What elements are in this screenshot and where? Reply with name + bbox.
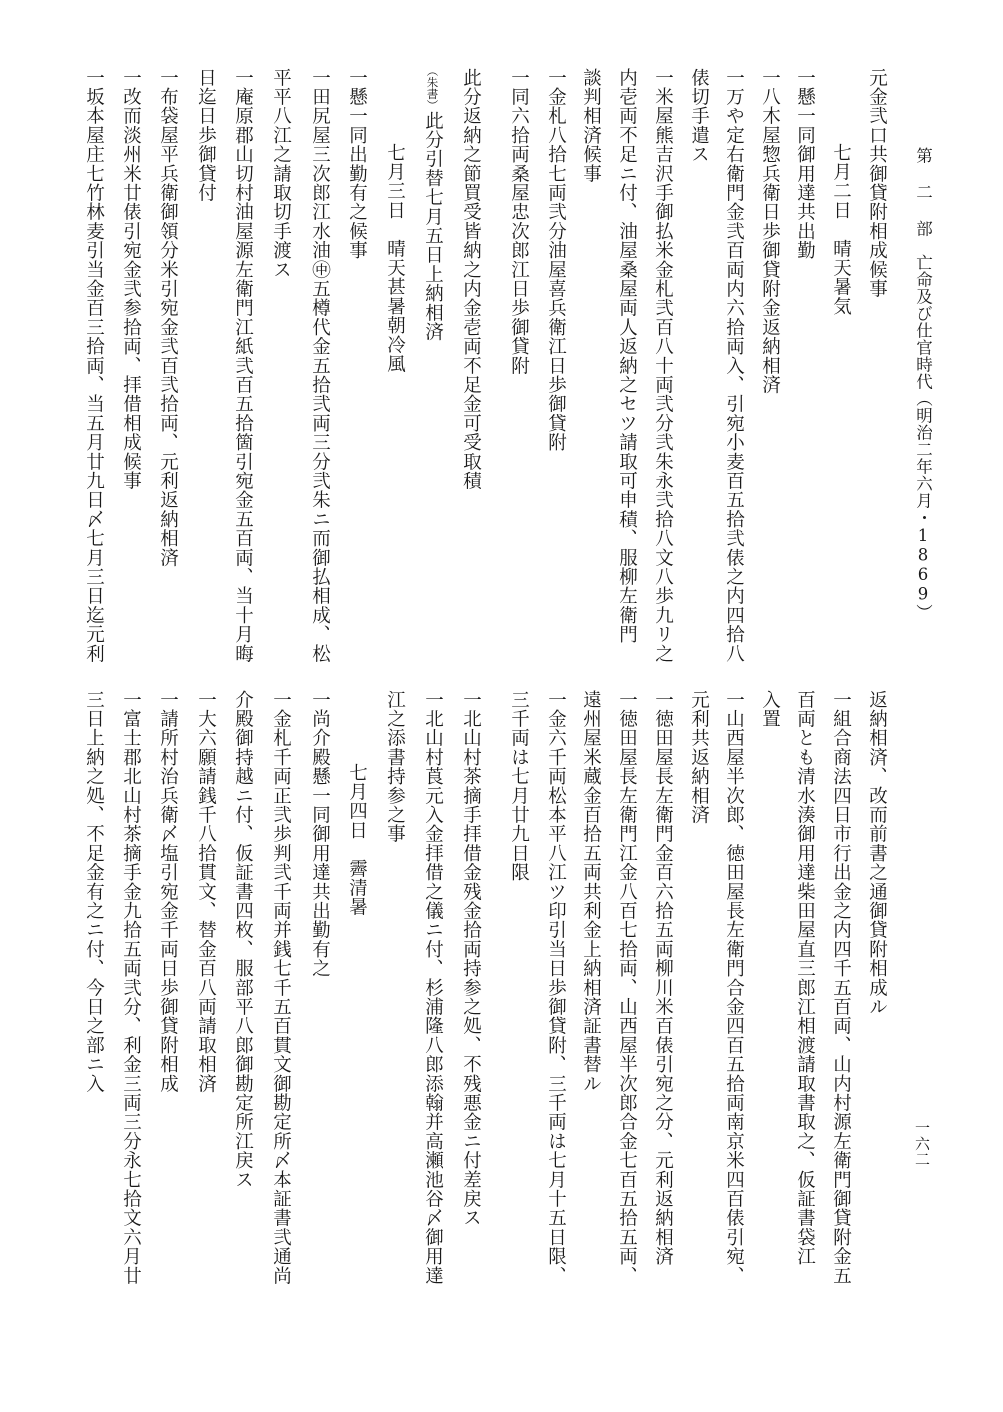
text-column: 一懸一同出勤有之候事: [346, 68, 368, 260]
text-column: 俵切手遣ス: [688, 68, 710, 164]
text-column-with-note: [423, 65, 442, 341]
text-column: 一金札八拾七両弐分油屋喜兵衛江日歩御貸附: [545, 68, 567, 452]
text-column: 日迄日歩御貸付: [195, 68, 217, 203]
text-column: 一金六千両松本平八江ツ印引当日歩御貸附、三千両は七月十五日限、: [545, 690, 567, 1286]
text-column: 一徳田屋長左衛門江金八百七拾両、山西屋半次郎合金七百五拾五両、: [616, 690, 638, 1286]
text-column: 内壱両不足ニ付、油屋桑屋両人返納之セツ請取可申積、服柳左衛門: [616, 68, 638, 644]
text-column: 一庵原郡山切村油屋源左衛門江紙弐百五拾箇引宛金五百両、当十月晦: [232, 68, 254, 664]
text-column: 入置: [759, 690, 781, 729]
running-header: 第 二 部 亡命及び仕官時代（明治二年六月・1869）: [913, 147, 933, 621]
text-column: 一大六願請銭千八拾貫文、替金百八両請取相済: [195, 690, 217, 1094]
text-column: 一懸一同御用達共出勤: [794, 68, 816, 260]
text-column: 一改而淡州米廿俵引宛金弐参拾両、拝借相成候事: [120, 68, 142, 491]
text-column: 元利共返納相済: [688, 690, 710, 825]
text-column: 一田尻屋三次郎江水油㊥五樽代金五拾弐両三分弐朱ニ而御払相成、松: [309, 68, 331, 664]
text-column: 百両とも清水湊御用達柴田屋直三郎江相渡請取書取之、仮証書袋江: [794, 690, 816, 1266]
text-column: 三千両は七月廿九日限: [508, 690, 530, 882]
text-column: 一山西屋半次郎、徳田屋長左衛門合金四百五拾両南京米四百俵引宛、: [723, 690, 745, 1286]
note-text: 此分引替七月五日上納相済: [422, 111, 444, 342]
text-column: 談判相済候事: [580, 68, 602, 184]
text-column: 返納相済、改而前書之通御貸附相成ル: [866, 690, 888, 1017]
text-column: 元金弐口共御貸附相成候事: [866, 68, 888, 299]
vermilion-note-label: （朱書）: [425, 65, 440, 111]
text-column: 一米屋熊吉沢手御払米金札弐百八十両弐分弐朱永弐拾八文八歩九リ之: [652, 68, 674, 664]
text-column: 一八木屋惣兵衛日歩御貸附金返納相済: [759, 68, 781, 395]
text-column: 介殿御持越ニ付、仮証書四枚、服部平八郎御勘定所江戻ス: [232, 690, 254, 1190]
text-column: 一尚介殿懸一同御用達共出勤有之: [309, 690, 331, 978]
text-column: 一坂本屋庄七竹林麦引当金百三拾両、当五月廿九日〆七月三日迄元利: [83, 68, 105, 664]
text-column: 平平八江之請取切手渡ス: [270, 68, 292, 280]
text-column: 一布袋屋平兵衛御領分米引宛金弐百弐拾両、元利返納相済: [157, 68, 179, 568]
text-column: 江之添書持参之事: [384, 690, 406, 844]
text-column: 七月四日 霽清暑: [346, 763, 368, 917]
text-column: 一請所村治兵衛〆塩引宛金千両日歩御貸附相成: [157, 690, 179, 1094]
text-column: 一組合商法四日市行出金之内四千五百両、山内村源左衛門御貸附金五: [830, 690, 852, 1286]
text-column: 遠州屋米蔵金百拾五両共利金上納相済証書替ル: [580, 690, 602, 1094]
text-column: 一徳田屋長左衛門金百六拾五両柳川米百俵引宛之分、元利返納相済: [652, 690, 674, 1266]
page-number: 一六二: [913, 1120, 931, 1168]
text-column: 七月二日 晴天暑気: [830, 143, 852, 316]
text-column: 一金札千両正弐歩判弐千両并銭七千五百貫文御勘定所〆本証書弐通尚: [270, 690, 292, 1286]
text-column: 此分返納之節買受皆納之内金壱両不足金可受取積: [460, 68, 482, 491]
text-column: 一万や定右衛門金弐百両内六拾両入、引宛小麦百五拾弐俵之内四拾八: [723, 68, 745, 664]
text-column: 一北山村莨元入金拝借之儀ニ付、杉浦隆八郎添翰并高瀬池谷〆御用達: [422, 690, 444, 1286]
text-column: 一同六拾両桑屋忠次郎江日歩御貸附: [508, 68, 530, 376]
text-column: 七月三日 晴天甚暑朝冷風: [384, 143, 406, 374]
text-column: 一富士郡北山村茶摘手金九拾五両弐分、利金三両三分永七拾文六月廿: [120, 690, 142, 1286]
text-column: 三日上納之処、不足金有之ニ付、今日之部ニ入: [83, 690, 105, 1094]
text-column: 一北山村茶摘手拝借金残金拾両持参之処、不残悪金ニ付差戻ス: [460, 690, 482, 1228]
